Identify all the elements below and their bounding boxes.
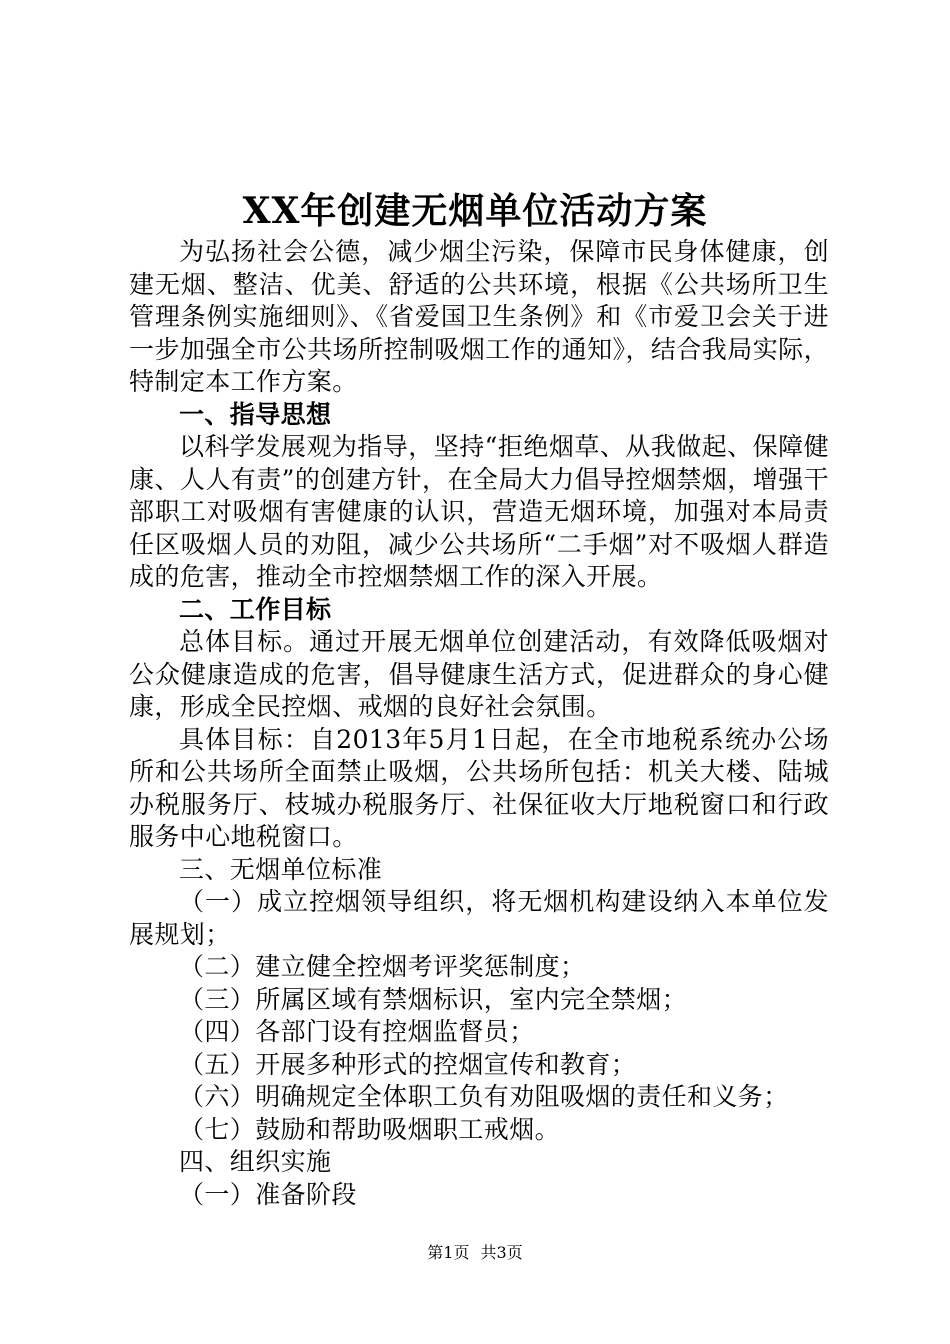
section-heading-implementation: 四、组织实施 [179,1147,332,1176]
document-title: XX年创建无烟单位活动方案 [242,190,708,232]
standard-item: （三）所属区域有禁烟标识，室内完全禁烟； [179,984,688,1014]
specific-goal-paragraph: 具体目标：自2013年5月1日起，在全市地税系统办公场所和公共场所全面禁止吸烟，公共场所包括：机关大楼、陆城办税服务厅、枝城办税服务厅、社保征收大厅地税窗口和行政服务中心地税窗口。 [129,724,829,851]
document-body [129,236,829,1211]
section-heading-work-goals: 二、工作目标 [179,594,332,624]
guiding-ideology-paragraph: 以科学发展观为指导，坚持“拒绝烟草、从我做起、保障健康、人人有责”的创建方针，在全局大力倡导控烟禁烟，增强干部职工对吸烟有害健康的认识，营造无烟环境，加强对本局责任区吸烟人员的劝阻，减少公共场所“二手烟”对不吸烟人群造成的危害，推动全市控烟禁烟工作的深入开展。 [129,432,829,591]
standard-item: （四）各部门设有控烟监督员； [179,1017,535,1046]
section-heading-guiding-ideology: 一、指导思想 [179,399,332,429]
standard-item: （六）明确规定全体职工负有劝阻吸烟的责任和义务； [179,1082,789,1111]
standard-item: （五）开展多种形式的控烟宣传和教育； [179,1049,637,1079]
subsection-heading-preparation: （一）准备阶段 [179,1179,357,1209]
standard-item: （一）成立控烟领导组织，将无烟机构建设纳入本单位发展规划； [129,887,829,949]
standard-item: （二）建立健全控烟考评奖惩制度； [179,952,586,981]
page-footer: 第1页 共3页 [427,1243,523,1262]
standard-item: （七）鼓励和帮助吸烟职工戒烟。 [179,1114,561,1144]
overall-goal-paragraph: 总体目标。通过开展无烟单位创建活动，有效降低吸烟对公众健康造成的危害，倡导健康生活方式，促进群众的身心健康，形成全民控烟、戒烟的良好社会氛围。 [129,627,829,721]
section-heading-standards: 三、无烟单位标准 [179,854,383,884]
intro-paragraph: 为弘扬社会公德，减少烟尘污染，保障市民身体健康，创建无烟、整洁、优美、舒适的公共环境，根据《公共场所卫生管理条例实施细则》、《省爱国卫生条例》和《市爱卫会关于进一步加强全市公共场所控制吸烟工作的通知》，结合我局实际，特制定本工作方案。 [129,237,829,396]
